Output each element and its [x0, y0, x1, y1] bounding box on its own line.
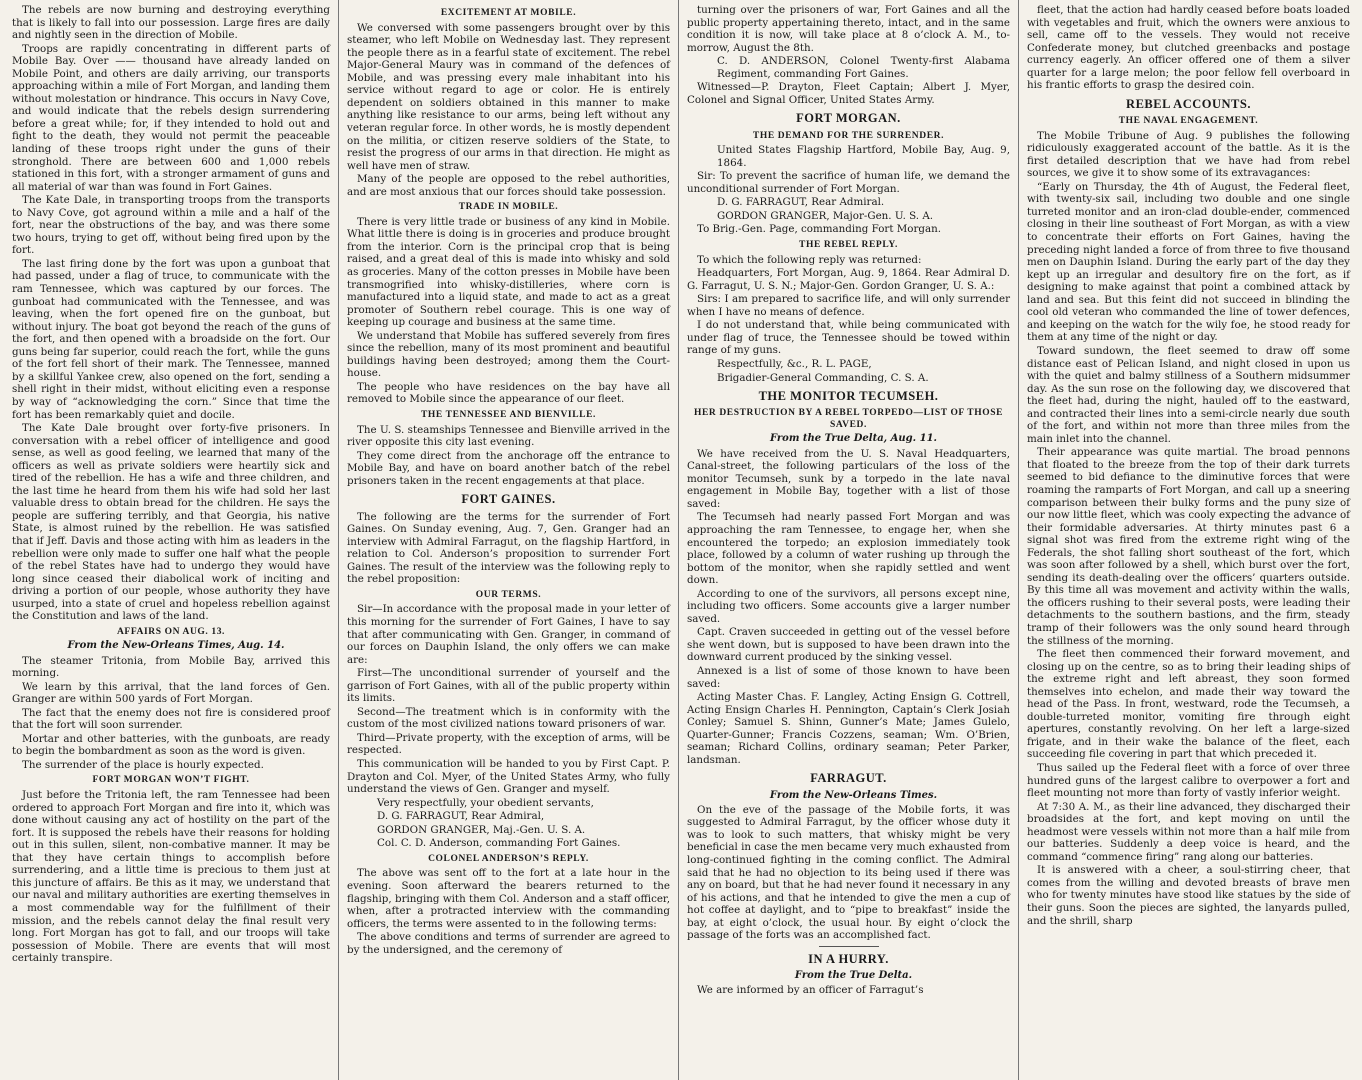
paragraph: Thus sailed up the Federal fleet with a force of over three hundred guns of the largest calibre to overpower a fort and fleet mounting not more than forty of vastly inferior weight.: [1027, 762, 1350, 800]
paragraph: This communication will be handed to you by First Capt. P. Drayton and Col. Myer, of the United States Army, who fully understand the views of Gen. Granger and myself.: [347, 758, 670, 796]
paragraph: turning over the prisoners of war, Fort Gaines and all the public property appertaining thereto, intact, and in the same condition it is now, will take place at 8 o’clock A. M., to-morrow, August the 8th.: [687, 4, 1010, 54]
paragraph: The Tecumseh had nearly passed Fort Morgan and was approaching the ram Tennessee, to engage her, when she encountered the torpedo; an explosion immediately took place, followed by a column of water rushing up through the bottom of the monitor, when she rapidly settled and went down.: [687, 511, 1010, 587]
subheading: EXCITEMENT AT MOBILE.: [440, 8, 577, 18]
column-1: [4, 0, 339, 1080]
subheading: TRADE IN MOBILE.: [458, 202, 559, 213]
paragraph: First—The unconditional surrender of yourself and the garrison of Fort Gaines, with all of the public property within its limits.: [347, 667, 670, 705]
paragraph: Mortar and other batteries, with the gunboats, are ready to begin the bombardment as soon as the word is given.: [12, 732, 330, 758]
paragraph: They come direct from the anchorage off the entrance to Mobile Bay, and have on board another batch of the rebel prisoners taken in the recent engagements at that place.: [347, 449, 670, 487]
paragraph: Troops are rapidly concentrating in different parts of Mobile Bay. Over —— thousand have already landed on Mobile Point, and others are daily arriving, our transports approaching within a mile of Fort Morgan, and landing them without molestation or hindrance. This occurs in Navy Cove, and would indicate that the rebels design surrendering before a great while; for, if they intended to hold out and fight to the death, they would not permit the peaceable landing of these troops right under the guns of their stronghold. There are between 600 and 1,000 rebels stationed in this fort, with a stronger armament of guns and all material of war than was found in Fort Gaines.: [12, 42, 330, 193]
signature-line: D. G. FARRAGUT, Rear Admiral.: [717, 196, 885, 209]
paragraph: The U. S. steamships Tennessee and Bienville arrived in the river opposite this city last evening.: [347, 423, 670, 449]
paragraph: The Mobile Tribune of Aug. 9 publishes the following ridiculously exaggerated account of the battle. As it is the first detailed description that we have had from rebel sources, we give it to show some of its extravagances:: [1027, 129, 1350, 180]
paragraph: The last firing done by the fort was upon a gunboat that had passed, under a flag of truce, to communicate with the ram Tennessee, which was captured by our forces. The gunboat had communicated with the Tennessee, and was leaving, when the fort opened fire on the gunboat, but without injury. The boat got beyond the reach of the guns of the fort, and then opened with a broadside on the fort. Our guns being far superior, could reach the fort, while the guns of the fort fell short of their mark. The Tennessee, manned by a skillful Yankee crew, also opened on the fort, sending a shell right in their midst, without eliciting even a response by way of “acknowledging the corn.” Since that time the fort has been remarkably quiet and docile.: [12, 257, 330, 421]
section-heading: THE MONITOR TECUMSEH.: [758, 389, 939, 404]
paragraph: We are informed by an officer of Farragut’s: [697, 984, 924, 997]
signature-line: Respectfully, &c., R. L. PAGE,: [717, 357, 872, 370]
signature-line: C. D. ANDERSON, Colonel Twenty-first Alabama Regiment, commanding Fort Gaines.: [717, 55, 1010, 80]
paragraph: The above was sent off to the fort at a late hour in the evening. Soon afterward the bearers returned to the flagship, bringing with them Col. Anderson and a staff officer, when, after a protracted interview with the commanding officers, the terms were assented to in the following terms:: [347, 867, 670, 930]
column-2: [339, 0, 679, 1080]
paragraph: The Kate Dale, in transporting troops from the transports to Navy Cove, got aground within a mile and a half of the fort, near the obstructions of the bay, and was there some two hours, trying to get off, without being fired upon by the fort.: [12, 194, 330, 257]
paragraph: Annexed is a list of some of those known to have been saved:: [687, 664, 1010, 690]
paragraph: We conversed with some passengers brought over by this steamer, who left Mobile on Wednesday last. They represent the people there as in a fearful state of excitement. The rebel Major-General Maury was in command of the defences of Mobile, and was pressing every male inhabitant into his service without regard to age or color. He is entirely dependent on soldiers obtained in this manner to make anything like resistance to our arms, being left without any veteran regular force. In other words, he is mostly dependent on the militia, or citizen reserve soldiers of the State, to resist the progress of our arms in that direction. He might as well have men of straw.: [347, 21, 670, 172]
paragraph: Sirs: I am prepared to sacrifice life, and will only surrender when I have no means of defence.: [687, 293, 1010, 318]
paragraph: Sir—In accordance with the proposal made in your letter of this morning for the surrender of Fort Gaines, I have to say that after communicating with Gen. Granger, in command of our forces on Dauphin Island, the only offers we can make are:: [347, 603, 670, 666]
paragraph: To which the following reply was returned:: [697, 253, 922, 266]
paragraph: Sir: To prevent the sacrifice of human life, we demand the unconditional surrender of Fort Morgan.: [687, 170, 1010, 195]
paragraph: At 7:30 A. M., as their line advanced, they discharged their broadsides at the fort, and kept moving on until the headmost were vessels within not more than a half mile from our batteries. Suddenly a deep voice is heard, and the command “commence firing” rang along our batteries.: [1027, 800, 1350, 863]
paragraph: We understand that Mobile has suffered severely from fires since the rebellion, many of its most prominent and beautiful buildings having been destroyed; among them the Court-house.: [347, 329, 670, 380]
paragraph: The Kate Dale brought over forty-five prisoners. In conversation with a rebel officer of intelligence and good sense, as well as good feeling, we learned that many of the officers as well as private soldiers were heartily sick and tired of the rebellion. He has a wife and three children, and the last time he heard from them his wife had sold her last valuable dress to obtain bread for the children. He says the people are suffering terribly, and that Georgia, his native State, is almost ruined by the rebellion. He was satisfied that if Jeff. Davis and those acting with him as leaders in the rebellion were only made to suffer one half what the people of the rebel States have had to undergo they would have long since ceased their diabolical work of inciting and driving a portion of our people, whose authority they have usurped, into a state of cruel and hopeless rebellion against the Constitution and laws of the land.: [12, 422, 330, 623]
paragraph: Toward sundown, the fleet seemed to draw off some distance east of Pelican Island, and night closed in upon us with the quiet and balmy stillness of a Southern midsummer day. As the sun rose on the following day, we discovered that the fleet had, during the night, hauled off to the eastward, and contracted their lines into a semi-circle nearly due south of the fort, and within not more than three miles from the main inlet into the channel.: [1027, 344, 1350, 445]
subheading: COLONEL ANDERSON’S REPLY.: [428, 853, 589, 864]
source-line: From the True Delta.: [794, 970, 913, 982]
source-line: From the True Delta, Aug. 11.: [769, 433, 938, 445]
paragraph: Headquarters, Fort Morgan, Aug. 9, 1864. Rear Admiral D. G. Farragut, U. S. N.; Major-Gen. Gordon Granger, U. S. A.:: [687, 267, 1010, 292]
signature-line: Col. C. D. Anderson, commanding Fort Gaines.: [377, 837, 621, 850]
column-4: [1019, 0, 1358, 1080]
signature-line: Very respectfully, your obedient servants,: [377, 796, 594, 809]
paragraph: Acting Master Chas. F. Langley, Acting Ensign G. Cottrell, Acting Ensign Charles H. Pennington, Captain’s Clerk Josiah Conley; Samuel S. Shinn, Gunner’s Mate; James Gulelo, Quarter-Gunner; Francis Cozzens, seaman; Wm. O’Brien, seaman; Richard Collins, ordinary seaman; Peter Parker, landsman.: [687, 691, 1010, 766]
subheading: HER DESTRUCTION BY A REBEL TORPEDO—LIST OF THOSE SAVED.: [693, 408, 1004, 430]
paragraph: The above conditions and terms of surrender are agreed to by the undersigned, and the ceremony of: [347, 931, 670, 956]
source-line: From the New-Orleans Times, Aug. 14.: [67, 640, 285, 652]
section-heading: IN A HURRY.: [808, 951, 889, 966]
paragraph: The fact that the enemy does not fire is considered proof that the fort will soon surrender.: [12, 706, 330, 732]
subheading: THE DEMAND FOR THE SURRENDER.: [752, 130, 945, 141]
paragraph: The steamer Tritonia, from Mobile Bay, arrived this morning.: [12, 654, 330, 680]
subheading: OUR TERMS.: [475, 589, 542, 600]
paragraph: Capt. Craven succeeded in getting out of the vessel before she went down, but is supposed to have been drawn into the downward current produced by the sinking vessel.: [687, 626, 1010, 664]
paragraph: The following are the terms for the surrender of Fort Gaines. On Sunday evening, Aug. 7, Gen. Granger had an interview with Admiral Farragut, on the flagship Hartford, in relation to Col. Anderson’s proposition to surrender Fort Gaines. The result of the interview was the following reply to the rebel proposition:: [347, 510, 670, 586]
subheading: THE TENNESSEE AND BIENVILLE.: [420, 410, 596, 421]
signature-line: GORDON GRANGER, Major-Gen. U. S. A.: [717, 209, 934, 222]
signature-line: GORDON GRANGER, Maj.-Gen. U. S. A.: [377, 823, 586, 836]
subheading: THE NAVAL ENGAGEMENT.: [1118, 116, 1259, 127]
subheading: FORT MORGAN WON’T FIGHT.: [92, 775, 250, 786]
paragraph: The rebels are now burning and destroying everything that is likely to fall into our possession. Large fires are daily and nightly seen in the direction of Mobile.: [12, 4, 330, 42]
paragraph: I do not understand that, while being communicated with under flag of truce, the Tennessee should be towed within range of my guns.: [687, 319, 1010, 357]
paragraph: Third—Private property, with the exception of arms, will be respected.: [347, 731, 670, 757]
section-heading: REBEL ACCOUNTS.: [1126, 96, 1251, 111]
signature-line: D. G. FARRAGUT, Rear Admiral,: [377, 810, 545, 823]
paragraph: There is very little trade or business of any kind in Mobile. What little there is doing is in groceries and produce brought from the interior. Corn is the principal crop that is being raised, and a great deal of this is made into whisky and sold as groceries. Many of the cotton presses in Mobile have been transmogrified into whisky-distilleries, where corn is manufactured into a liquid state, and made to act as a great promoter of Southern rebel courage. This is one way of keeping up courage and business at the same time.: [347, 215, 670, 329]
section-heading: FARRAGUT.: [810, 771, 887, 786]
paragraph: It is answered with a cheer, a soul-stirring cheer, that comes from the willing and devoted breasts of brave men who for twenty minutes have stood like statues by the side of their guns. Soon the pieces are sighted, the lanyards pulled, and the shrill, sharp: [1027, 864, 1350, 927]
paragraph: Their appearance was quite martial. The broad pennons that floated to the breeze from the top of their dark turrets seemed to bid defiance to the diminutive forces that were roaming the ramparts of Fort Morgan, and call up a sneering comparison between their bulky forms and the puny size of our now little fleet, which was cooly expecting the advance of their formidable adversaries. At thirty minutes past 6 a signal shot was fired from the extreme right wing of the Federals, the shot falling short southeast of the fort, which was soon after followed by a shell, which burst over the fort, sending its death-dealing over the officers’ quarters outside. By this time all was movement and activity within the walls, the officers rushing to their several posts, were leading their detachments to the southern bastions, and the firm, steady tramp of their followers was the only sound heard through the stillness of the morning.: [1027, 446, 1350, 647]
section-heading: FORT GAINES.: [461, 492, 556, 507]
paragraph: fleet, that the action had hardly ceased before boats loaded with vegetables and fruit, which the owners were anxious to sell, came off to the vessels. They would not receive Confederate money, but clutched greenbacks and postage currency eagerly. An officer offered one of them a silver quarter for a large melon; the poor fellow fell overboard in his frantic efforts to grasp the desired coin.: [1027, 4, 1350, 92]
paragraph: The surrender of the place is hourly expected.: [22, 758, 264, 771]
paragraph: According to one of the survivors, all persons except nine, including two officers. Some accounts give a larger number saved.: [687, 587, 1010, 625]
paragraph: On the eve of the passage of the Mobile forts, it was suggested to Admiral Farragut, by the officer whose duty it was to look to such matters, that whisky might be very beneficial in case the men became very much exhausted from long-continued fighting in the coming conflict. The Admiral said that he had no objection to its being used if there was any on board, but that he had never found it necessary in any of his actions, and that he intended to give the men a cup of hot coffee at daylight, and to “pipe to breakfast” inside the bay, at eight o’clock, the usual hour. By eight o’clock the passage of the forts was an accomplished fact.: [687, 803, 1010, 942]
paragraph: Just before the Tritonia left, the ram Tennessee had been ordered to approach Fort Morgan and fire into it, which was done without causing any act of hostility on the part of the fort. It is supposed the rebels have their reasons for holding out in this sullen, silent, non-combative manner. It may be that they have certain things to accomplish before surrendering, and a little time is precious to them just at this juncture of affairs. Be this as it may, we understand that our naval and military authorities are exerting themselves in a most commendable way for the fulfillment of their mission, and the rebels cannot delay the final result very long. Fort Morgan has got to fall, and our troops will take possession of Mobile. There are events that will most certainly transpire.: [12, 789, 330, 965]
paragraph: The fleet then commenced their forward movement, and closing up on the centre, so as to bring their leading ships of the extreme right and left abreast, they soon formed themselves into echelon, and made their way toward the head of the Pass. In front, westward, rode the Tecumseh, a double-turreted monitor, vomiting fire through eight apertures, constantly revolving. On her left a large-sized frigate, and in their wake the balance of the fleet, each succeeding file covering in part that which preceded it.: [1027, 648, 1350, 761]
paragraph: Second—The treatment which is in conformity with the custom of the most civilized nations toward prisoners of war.: [347, 705, 670, 731]
source-line: From the New-Orleans Times.: [769, 789, 938, 801]
paragraph: To Brig.-Gen. Page, commanding Fort Morgan.: [697, 223, 942, 236]
paragraph: We learn by this arrival, that the land forces of Gen. Granger are within 500 yards of Fort Morgan.: [12, 680, 330, 706]
signature-line: Brigadier-General Commanding, C. S. A.: [717, 371, 929, 384]
divider: [819, 946, 879, 947]
signature-line: United States Flagship Hartford, Mobile Bay, Aug. 9, 1864.: [717, 144, 1010, 169]
section-heading: FORT MORGAN.: [796, 111, 901, 126]
paragraph: “Early on Thursday, the 4th of August, the Federal fleet, with twenty-six sail, including two double and one single turreted monitor and an iron-clad double-ender, commenced closing in their line southeast of Fort Morgan, as with a view to concentrate their efforts on Fort Gaines, having the preceding night landed a force of from three to five thousand men on Dauphin Island. During the early part of the day they kept up an irregular and desultory fire on the fort, as if designing to make against that point a combined attack by land and sea. But this feint did not succeed in blinding the cool old veteran who commanded the line of tower defences, and keeping on the watch for the wily foe, he stood ready for them at any time of the night or day.: [1027, 180, 1350, 344]
subheading: THE REBEL REPLY.: [799, 240, 898, 251]
paragraph: Many of the people are opposed to the rebel authorities, and are most anxious that our forces should take possession.: [347, 173, 670, 198]
paragraph: We have received from the U. S. Naval Headquarters, Canal-street, the following particulars of the loss of the monitor Tecumseh, sunk by a torpedo in the late naval engagement in Mobile Bay, together with a list of those saved:: [687, 447, 1010, 510]
paragraph: The people who have residences on the bay have all removed to Mobile since the appearance of our fleet.: [347, 380, 670, 406]
column-3: [679, 0, 1019, 1080]
paragraph: Witnessed—P. Drayton, Fleet Captain; Albert J. Myer, Colonel and Signal Officer, United States Army.: [687, 81, 1010, 106]
subheading: AFFAIRS ON AUG. 13.: [116, 626, 226, 637]
